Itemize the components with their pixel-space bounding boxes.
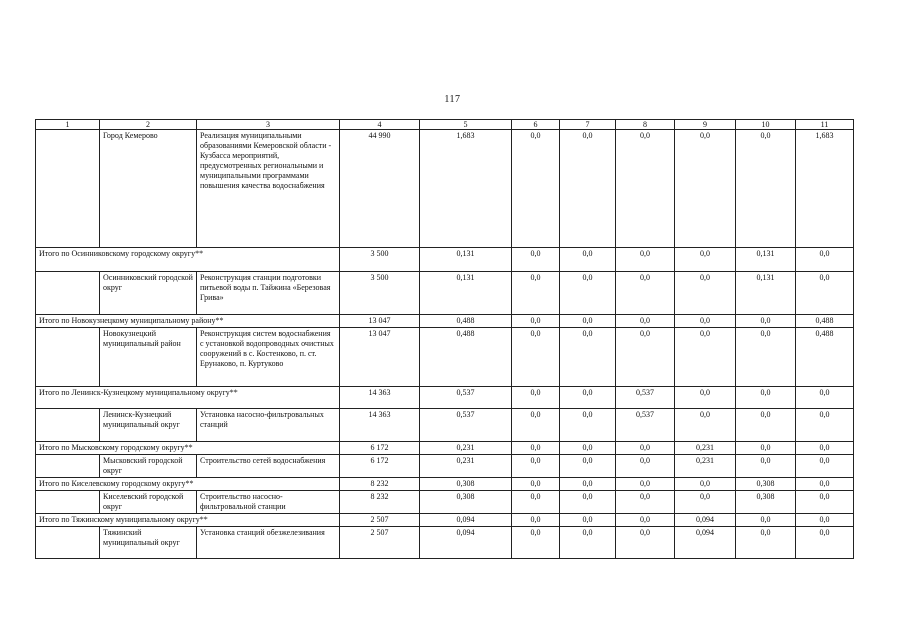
column-header: 6 (512, 120, 560, 130)
value-cell: 0,231 (675, 455, 736, 478)
table-row (36, 527, 854, 559)
value-cell: 0,0 (560, 527, 616, 559)
row-number-cell (36, 272, 100, 315)
value-cell: 0,0 (736, 130, 796, 248)
row-number-cell (36, 491, 100, 514)
value-cell: 0,0 (560, 514, 616, 527)
value-cell: 0,0 (616, 491, 675, 514)
value-cell: 0,488 (796, 328, 854, 387)
value-cell: 0,0 (560, 455, 616, 478)
value-cell: 0,231 (420, 455, 512, 478)
value-cell: 0,0 (736, 315, 796, 328)
value-cell: 0,0 (675, 248, 736, 272)
value-cell: 0,131 (736, 272, 796, 315)
measure-cell: Реализация муниципальными образованиями Кемеровской области - Кузбасса мероприятий, предусмотренных региональными и муниципальными программами повышения качества водоснабжения (197, 130, 340, 248)
value-cell: 0,0 (736, 527, 796, 559)
measure-cell: Установка станций обезжелезивания (197, 527, 340, 559)
measure-cell: Строительство сетей водоснабжения (197, 455, 340, 478)
value-cell: 0,231 (675, 442, 736, 455)
value-cell: 0,0 (560, 409, 616, 442)
value-cell: 14 363 (340, 409, 420, 442)
value-cell: 0,0 (675, 387, 736, 409)
value-cell: 0,0 (512, 514, 560, 527)
value-cell: 0,308 (736, 491, 796, 514)
value-cell: 0,0 (512, 387, 560, 409)
value-cell: 0,0 (560, 442, 616, 455)
total-label: Итого по Новокузнецкому муниципальному району** (36, 315, 340, 328)
value-cell: 0,537 (420, 387, 512, 409)
value-cell: 0,0 (560, 491, 616, 514)
value-cell: 0,0 (616, 514, 675, 527)
value-cell: 0,0 (736, 442, 796, 455)
value-cell: 0,308 (420, 478, 512, 491)
measure-cell: Реконструкция систем водоснабжения с установкой водопроводных очистных сооружений в с. Костенково, п. ст. Ерунаково, п. Куртуково (197, 328, 340, 387)
entity-cell: Осинниковский городской округ (100, 272, 197, 315)
entity-cell: Тяжинский муниципальный округ (100, 527, 197, 559)
value-cell: 0,308 (736, 478, 796, 491)
column-header: 7 (560, 120, 616, 130)
value-cell: 0,0 (512, 478, 560, 491)
value-cell: 0,0 (736, 409, 796, 442)
value-cell: 0,0 (560, 130, 616, 248)
value-cell: 0,0 (616, 130, 675, 248)
total-label: Итого по Киселевскому городскому округу** (36, 478, 340, 491)
total-row (36, 248, 854, 272)
value-cell: 0,131 (420, 272, 512, 315)
value-cell: 0,0 (675, 491, 736, 514)
total-label: Итого по Тяжинскому муниципальному округу** (36, 514, 340, 527)
value-cell: 0,0 (796, 478, 854, 491)
entity-cell: Город Кемерово (100, 130, 197, 248)
column-header: 2 (100, 120, 197, 130)
value-cell: 0,0 (560, 387, 616, 409)
value-cell: 0,0 (560, 328, 616, 387)
value-cell: 0,0 (512, 491, 560, 514)
column-header: 3 (197, 120, 340, 130)
value-cell: 0,0 (616, 248, 675, 272)
value-cell: 1,683 (420, 130, 512, 248)
total-row (36, 442, 854, 455)
value-cell: 0,094 (675, 527, 736, 559)
value-cell: 6 172 (340, 455, 420, 478)
value-cell: 0,094 (420, 527, 512, 559)
value-cell: 8 232 (340, 478, 420, 491)
value-cell: 0,308 (420, 491, 512, 514)
total-label: Итого по Осинниковскому городскому округу** (36, 248, 340, 272)
value-cell: 0,0 (616, 442, 675, 455)
value-cell: 0,0 (560, 315, 616, 328)
total-row (36, 514, 854, 527)
value-cell: 0,0 (616, 272, 675, 315)
value-cell: 0,094 (675, 514, 736, 527)
value-cell: 0,0 (675, 130, 736, 248)
value-cell: 0,0 (512, 409, 560, 442)
value-cell: 0,0 (512, 527, 560, 559)
value-cell: 0,231 (420, 442, 512, 455)
row-number-cell (36, 409, 100, 442)
column-header: 5 (420, 120, 512, 130)
value-cell: 0,0 (616, 328, 675, 387)
value-cell: 0,0 (616, 478, 675, 491)
value-cell: 0,131 (420, 248, 512, 272)
column-header-row (36, 120, 854, 130)
value-cell: 0,0 (512, 455, 560, 478)
value-cell: 3 500 (340, 248, 420, 272)
total-row (36, 387, 854, 409)
value-cell: 0,0 (675, 328, 736, 387)
value-cell: 0,0 (736, 387, 796, 409)
value-cell: 44 990 (340, 130, 420, 248)
table-row (36, 130, 854, 248)
table-row (36, 491, 854, 514)
value-cell: 0,537 (420, 409, 512, 442)
page-number: 117 (444, 94, 461, 105)
column-header: 1 (36, 120, 100, 130)
column-header: 10 (736, 120, 796, 130)
entity-cell: Новокузнецкий муниципальный район (100, 328, 197, 387)
value-cell: 0,488 (420, 315, 512, 328)
value-cell: 0,0 (512, 248, 560, 272)
column-header: 4 (340, 120, 420, 130)
value-cell: 0,0 (560, 248, 616, 272)
value-cell: 1,683 (796, 130, 854, 248)
value-cell: 0,0 (796, 442, 854, 455)
value-cell: 0,0 (616, 315, 675, 328)
value-cell: 0,0 (560, 478, 616, 491)
value-cell: 0,0 (796, 514, 854, 527)
total-label: Итого по Мысковскому городскому округу** (36, 442, 340, 455)
total-row (36, 315, 854, 328)
value-cell: 0,488 (796, 315, 854, 328)
value-cell: 0,0 (675, 315, 736, 328)
measure-cell: Реконструкция станции подготовки питьевой воды п. Тайжина «Березовая Грива» (197, 272, 340, 315)
table-row (36, 455, 854, 478)
value-cell: 0,131 (736, 248, 796, 272)
value-cell: 0,537 (616, 387, 675, 409)
entity-cell: Мысковский городской округ (100, 455, 197, 478)
value-cell: 6 172 (340, 442, 420, 455)
row-number-cell (36, 130, 100, 248)
table-row (36, 409, 854, 442)
value-cell: 2 507 (340, 527, 420, 559)
table-row (36, 272, 854, 315)
column-header: 8 (616, 120, 675, 130)
value-cell: 0,0 (796, 272, 854, 315)
value-cell: 0,0 (736, 328, 796, 387)
value-cell: 0,537 (616, 409, 675, 442)
value-cell: 0,0 (796, 409, 854, 442)
value-cell: 0,0 (616, 455, 675, 478)
value-cell: 0,0 (675, 409, 736, 442)
total-row (36, 478, 854, 491)
value-cell: 14 363 (340, 387, 420, 409)
value-cell: 0,0 (796, 527, 854, 559)
value-cell: 0,0 (675, 272, 736, 315)
table-row (36, 328, 854, 387)
row-number-cell (36, 455, 100, 478)
value-cell: 0,0 (736, 514, 796, 527)
value-cell: 0,0 (512, 272, 560, 315)
value-cell: 0,0 (512, 315, 560, 328)
value-cell: 0,0 (512, 442, 560, 455)
value-cell: 0,0 (796, 248, 854, 272)
value-cell: 0,488 (420, 328, 512, 387)
value-cell: 0,094 (420, 514, 512, 527)
row-number-cell (36, 328, 100, 387)
value-cell: 13 047 (340, 315, 420, 328)
data-table (35, 119, 854, 559)
row-number-cell (36, 527, 100, 559)
value-cell: 0,0 (796, 491, 854, 514)
value-cell: 13 047 (340, 328, 420, 387)
column-header: 11 (796, 120, 854, 130)
measure-cell: Строительство насосно-фильтровальной станции (197, 491, 340, 514)
value-cell: 0,0 (796, 387, 854, 409)
entity-cell: Ленинск-Кузнецкий муниципальный округ (100, 409, 197, 442)
measure-cell: Установка насосно-фильтровальных станций (197, 409, 340, 442)
value-cell: 8 232 (340, 491, 420, 514)
value-cell: 2 507 (340, 514, 420, 527)
value-cell: 0,0 (512, 328, 560, 387)
value-cell: 0,0 (512, 130, 560, 248)
column-header: 9 (675, 120, 736, 130)
value-cell: 0,0 (736, 455, 796, 478)
value-cell: 0,0 (560, 272, 616, 315)
total-label: Итого по Ленинск-Кузнецкому муниципальному округу** (36, 387, 340, 409)
value-cell: 0,0 (796, 455, 854, 478)
value-cell: 3 500 (340, 272, 420, 315)
value-cell: 0,0 (675, 478, 736, 491)
value-cell: 0,0 (616, 527, 675, 559)
entity-cell: Киселевский городской округ (100, 491, 197, 514)
